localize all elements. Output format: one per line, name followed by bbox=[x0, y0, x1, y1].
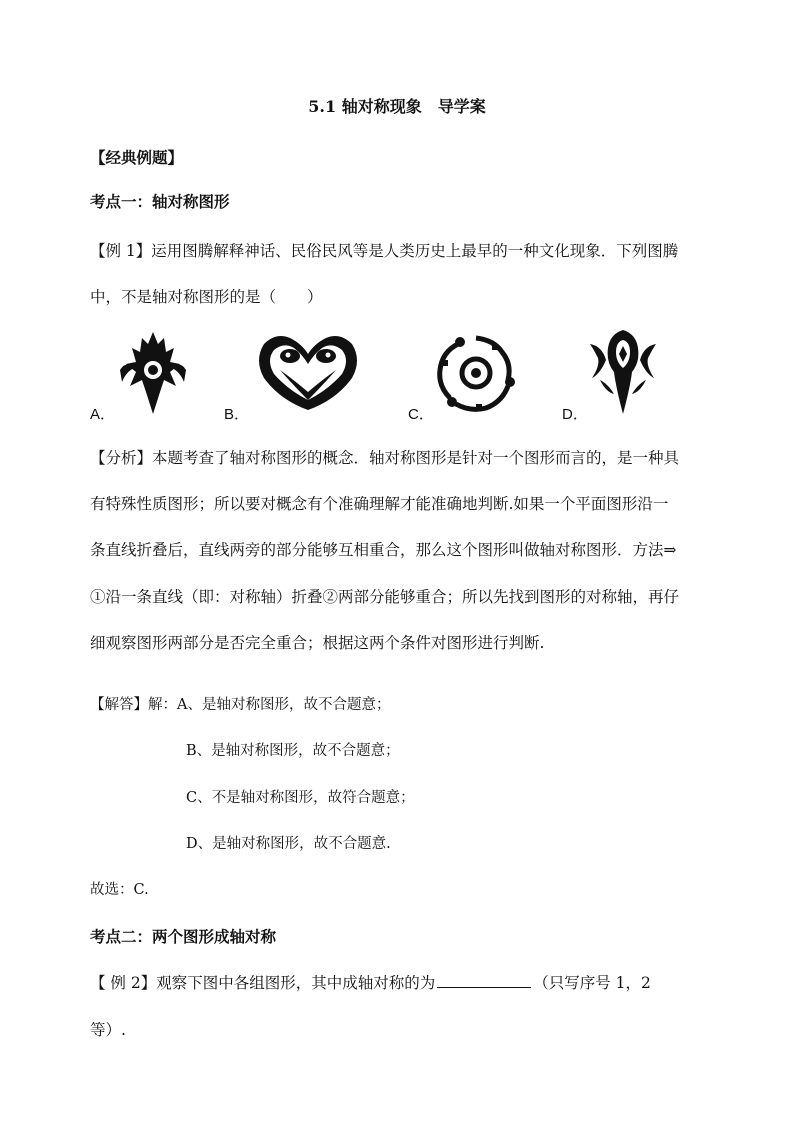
example1-line2: 中，不是轴对称图形的是（ ） bbox=[90, 288, 323, 306]
answer-blank bbox=[437, 973, 531, 988]
analysis-line: 有特殊性质图形；所以要对概念有个准确理解才能准确地判断.如果一个平面图形沿一 bbox=[90, 495, 669, 513]
analysis-line: ①沿一条直线（即：对称轴）折叠②两部分能够重合；所以先找到图形的对称轴，再仔 bbox=[90, 588, 680, 606]
option-c-label: C． bbox=[408, 406, 434, 423]
totem-d-image bbox=[586, 328, 660, 416]
answer-line-a: 【解答】解：A、是轴对称图形，故不合题意； bbox=[90, 697, 391, 713]
totem-a-image bbox=[112, 330, 194, 416]
example1-line1: 【例 1】运用图腾解释神话、民俗民风等是人类历史上最早的一种文化现象．下列图腾 bbox=[90, 242, 679, 260]
page-title: 5.1 轴对称现象 导学案 bbox=[308, 97, 486, 116]
answer-choice: 故选：C. bbox=[90, 882, 149, 898]
option-b-label: B． bbox=[224, 406, 250, 423]
analysis-line: 【分析】本题考查了轴对称图形的概念．轴对称图形是针对一个图形而言的，是一种具 bbox=[90, 449, 680, 467]
analysis-line: 细观察图形两部分是否完全重合；根据这两个条件对图形进行判断. bbox=[90, 634, 545, 652]
point-two-heading: 考点二：两个图形成轴对称 bbox=[90, 927, 277, 946]
example2-line1 bbox=[90, 973, 651, 993]
example2-text-before: 【 例 2】观察下图中各组图形，其中成轴对称的为 bbox=[90, 974, 436, 992]
point-one-heading: 考点一：轴对称图形 bbox=[90, 192, 230, 211]
section-header: 【经典例题】 bbox=[90, 148, 184, 167]
answer-line-c: C、不是轴对称图形，故符合题意； bbox=[186, 790, 415, 806]
example2-text-after: （只写序号 1，2 bbox=[533, 974, 651, 992]
option-a-label: A． bbox=[90, 406, 116, 423]
totem-b-image bbox=[250, 330, 366, 416]
example2-line2: 等）. bbox=[90, 1021, 126, 1039]
totem-c-image bbox=[430, 330, 522, 416]
answer-line-b: B、是轴对称图形，故不合题意； bbox=[186, 743, 400, 759]
analysis-line: 条直线折叠后，直线两旁的部分能够互相重合，那么这个图形叫做轴对称图形．方法⇒ bbox=[90, 541, 677, 559]
answer-line-d: D、是轴对称图形，故不合题意. bbox=[186, 836, 391, 852]
option-d-label: D． bbox=[562, 406, 588, 423]
